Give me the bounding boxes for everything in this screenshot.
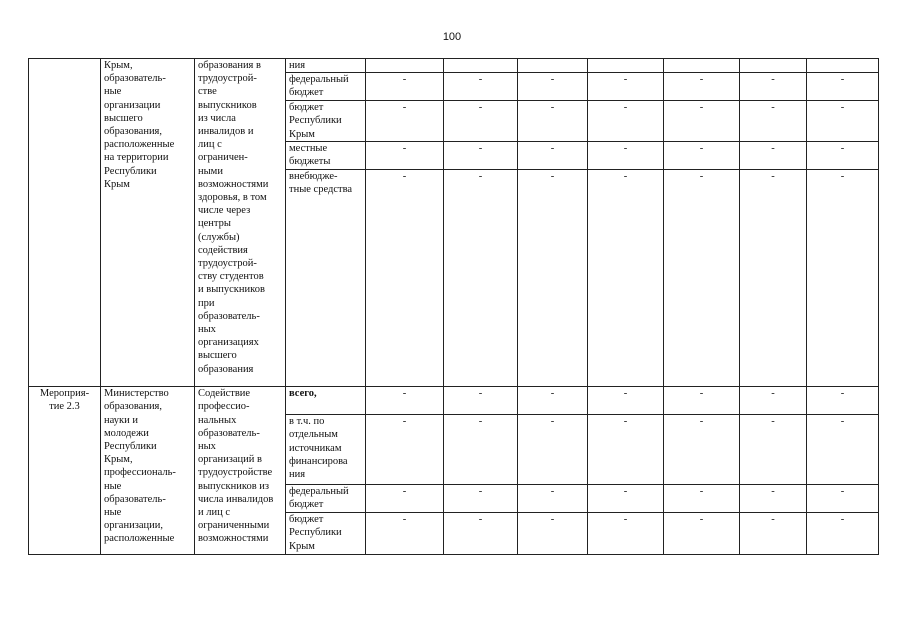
- funding-source-cell: [286, 73, 366, 101]
- cell-line: профессио-: [198, 401, 250, 413]
- cell-line: лиц с: [198, 139, 222, 151]
- value-cell: -: [807, 73, 879, 101]
- cell-line: бюджет: [289, 499, 324, 511]
- cell-line: ными: [198, 165, 223, 177]
- cell-line: выпускников: [198, 99, 257, 111]
- cell-line: федеральный: [289, 74, 349, 86]
- cell-line: ограниченными: [198, 520, 270, 532]
- cell-line: и выпускников: [198, 284, 265, 296]
- cell-line: ния: [289, 60, 306, 71]
- cell-line: из числа: [198, 112, 236, 124]
- cell-line: образователь-: [104, 73, 166, 85]
- cell-line: ные: [104, 480, 122, 492]
- funding-source-cell: [286, 485, 366, 513]
- value-cell: -: [664, 170, 740, 387]
- value-cell: -: [664, 513, 740, 555]
- cell-line: центры: [198, 218, 231, 230]
- cell-line: Крым,: [104, 60, 133, 71]
- value-cell: -: [444, 170, 518, 387]
- cell-line: на территории: [104, 152, 169, 164]
- table-row: [29, 387, 879, 415]
- value-cell: -: [366, 513, 444, 555]
- cell-line: ству студентов: [198, 271, 264, 283]
- value-cell: -: [518, 73, 588, 101]
- cell-line: Крым: [289, 128, 315, 140]
- cell-line: ные: [104, 507, 122, 519]
- value-cell: -: [444, 387, 518, 415]
- value-cell: [740, 59, 807, 73]
- cell-col1: [29, 387, 101, 555]
- funding-source-cell: [286, 513, 366, 555]
- value-cell: -: [366, 485, 444, 513]
- cell-col1: [29, 59, 101, 387]
- cell-line: высшего: [198, 350, 237, 362]
- cell-line: выпускников из: [198, 480, 270, 492]
- value-cell: -: [444, 415, 518, 485]
- value-cell: -: [518, 101, 588, 142]
- value-cell: -: [664, 387, 740, 415]
- cell-col3: [195, 59, 286, 387]
- value-cell: -: [366, 387, 444, 415]
- cell-line: Республики: [289, 115, 342, 127]
- value-cell: -: [518, 142, 588, 170]
- value-cell: -: [807, 513, 879, 555]
- value-cell: -: [588, 101, 664, 142]
- cell-col2: [101, 387, 195, 555]
- cell-line: Крым: [289, 540, 315, 552]
- value-cell: -: [444, 142, 518, 170]
- value-cell: -: [444, 513, 518, 555]
- cell-line: стве: [198, 86, 217, 98]
- cell-line: тие 2.3: [49, 401, 80, 413]
- cell-line: финансирова: [289, 455, 348, 467]
- value-cell: [664, 59, 740, 73]
- cell-line: Содействие: [198, 388, 251, 400]
- value-cell: -: [740, 387, 807, 415]
- cell-line: образования,: [104, 126, 163, 138]
- value-cell: -: [518, 415, 588, 485]
- cell-col2: [101, 59, 195, 387]
- value-cell: -: [588, 170, 664, 387]
- value-cell: -: [518, 387, 588, 415]
- value-cell: -: [366, 73, 444, 101]
- value-cell: -: [740, 513, 807, 555]
- cell-line: образования,: [104, 401, 163, 413]
- cell-line: всего,: [289, 388, 317, 400]
- value-cell: -: [664, 142, 740, 170]
- value-cell: [807, 59, 879, 73]
- cell-line: бюджеты: [289, 156, 331, 168]
- value-cell: -: [664, 415, 740, 485]
- cell-line: бюджет: [289, 87, 324, 99]
- cell-line: возможностями: [198, 533, 269, 545]
- value-cell: -: [740, 170, 807, 387]
- value-cell: -: [444, 485, 518, 513]
- value-cell: -: [664, 73, 740, 101]
- cell-line: организаций в: [198, 454, 262, 466]
- cell-line: в т.ч. по: [289, 416, 325, 428]
- value-cell: -: [664, 485, 740, 513]
- value-cell: -: [588, 485, 664, 513]
- cell-line: инвалидов и: [198, 126, 254, 138]
- cell-line: бюджет: [289, 514, 324, 526]
- cell-line: Крым: [104, 178, 130, 190]
- cell-line: нальных: [198, 414, 237, 426]
- cell-col3: [195, 387, 286, 555]
- value-cell: -: [518, 513, 588, 555]
- value-cell: -: [807, 387, 879, 415]
- value-cell: -: [588, 513, 664, 555]
- cell-line: Республики: [104, 441, 157, 453]
- cell-line: федеральный: [289, 486, 349, 498]
- cell-line: содействия: [198, 244, 248, 256]
- cell-line: расположенные: [104, 533, 175, 545]
- funding-source-cell: [286, 387, 366, 415]
- cell-line: внебюдже-: [289, 171, 338, 183]
- cell-line: числа инвалидов: [198, 493, 274, 505]
- cell-line: трудоустрой-: [198, 258, 257, 270]
- value-cell: -: [740, 73, 807, 101]
- cell-line: молодежи: [104, 427, 149, 439]
- cell-line: и лиц с: [198, 507, 231, 519]
- cell-line: бюджет: [289, 102, 324, 114]
- cell-line: ных: [198, 441, 216, 453]
- funding-source-cell: [286, 59, 366, 73]
- value-cell: -: [807, 485, 879, 513]
- cell-line: образования в: [198, 60, 261, 71]
- value-cell: -: [588, 415, 664, 485]
- value-cell: [444, 59, 518, 73]
- value-cell: -: [366, 415, 444, 485]
- cell-line: образования: [198, 363, 254, 375]
- funding-source-cell: [286, 170, 366, 387]
- cell-line: числе через: [198, 205, 251, 217]
- cell-line: организациях: [198, 337, 259, 349]
- value-cell: [518, 59, 588, 73]
- cell-line: организации: [104, 99, 161, 111]
- value-cell: -: [740, 415, 807, 485]
- value-cell: -: [588, 387, 664, 415]
- table-row: [29, 59, 879, 73]
- cell-line: источникам: [289, 442, 342, 454]
- cell-line: образователь-: [198, 427, 260, 439]
- cell-line: Крым,: [104, 454, 133, 466]
- value-cell: -: [518, 485, 588, 513]
- value-cell: [588, 59, 664, 73]
- cell-line: организации,: [104, 520, 163, 532]
- cell-line: (службы): [198, 231, 240, 243]
- value-cell: -: [807, 142, 879, 170]
- cell-line: Мероприя-: [39, 388, 90, 400]
- budget-table: [28, 58, 879, 555]
- value-cell: -: [740, 142, 807, 170]
- value-cell: -: [807, 101, 879, 142]
- value-cell: -: [366, 101, 444, 142]
- cell-line: ограничен-: [198, 152, 248, 164]
- funding-source-cell: [286, 101, 366, 142]
- cell-line: высшего: [104, 112, 143, 124]
- value-cell: -: [740, 101, 807, 142]
- cell-line: расположенные: [104, 139, 175, 151]
- cell-line: Республики: [289, 527, 342, 539]
- cell-line: отдельным: [289, 429, 338, 441]
- cell-line: профессиональ-: [104, 467, 176, 479]
- cell-line: тные средства: [289, 184, 353, 196]
- value-cell: [366, 59, 444, 73]
- cell-line: ния: [289, 469, 306, 481]
- value-cell: -: [518, 170, 588, 387]
- cell-line: образователь-: [104, 493, 166, 505]
- cell-line: Министерство: [104, 388, 169, 400]
- cell-line: ные: [104, 86, 122, 98]
- cell-line: местные: [289, 143, 328, 155]
- value-cell: -: [740, 485, 807, 513]
- cell-line: при: [198, 297, 215, 309]
- value-cell: -: [588, 73, 664, 101]
- page-number: 100: [442, 31, 462, 43]
- value-cell: -: [807, 170, 879, 387]
- value-cell: -: [588, 142, 664, 170]
- value-cell: -: [366, 142, 444, 170]
- funding-source-cell: [286, 142, 366, 170]
- value-cell: -: [444, 73, 518, 101]
- cell-line: возможностями: [198, 178, 269, 190]
- value-cell: -: [444, 101, 518, 142]
- cell-line: здоровья, в том: [198, 192, 267, 204]
- cell-line: трудоустройстве: [198, 467, 273, 479]
- cell-line: трудоустрой-: [198, 73, 257, 85]
- cell-line: науки и: [104, 414, 138, 426]
- value-cell: -: [664, 101, 740, 142]
- value-cell: -: [366, 170, 444, 387]
- cell-line: ных: [198, 324, 216, 336]
- value-cell: -: [807, 415, 879, 485]
- cell-line: Республики: [104, 165, 157, 177]
- cell-line: образователь-: [198, 310, 260, 322]
- funding-source-cell: [286, 415, 366, 485]
